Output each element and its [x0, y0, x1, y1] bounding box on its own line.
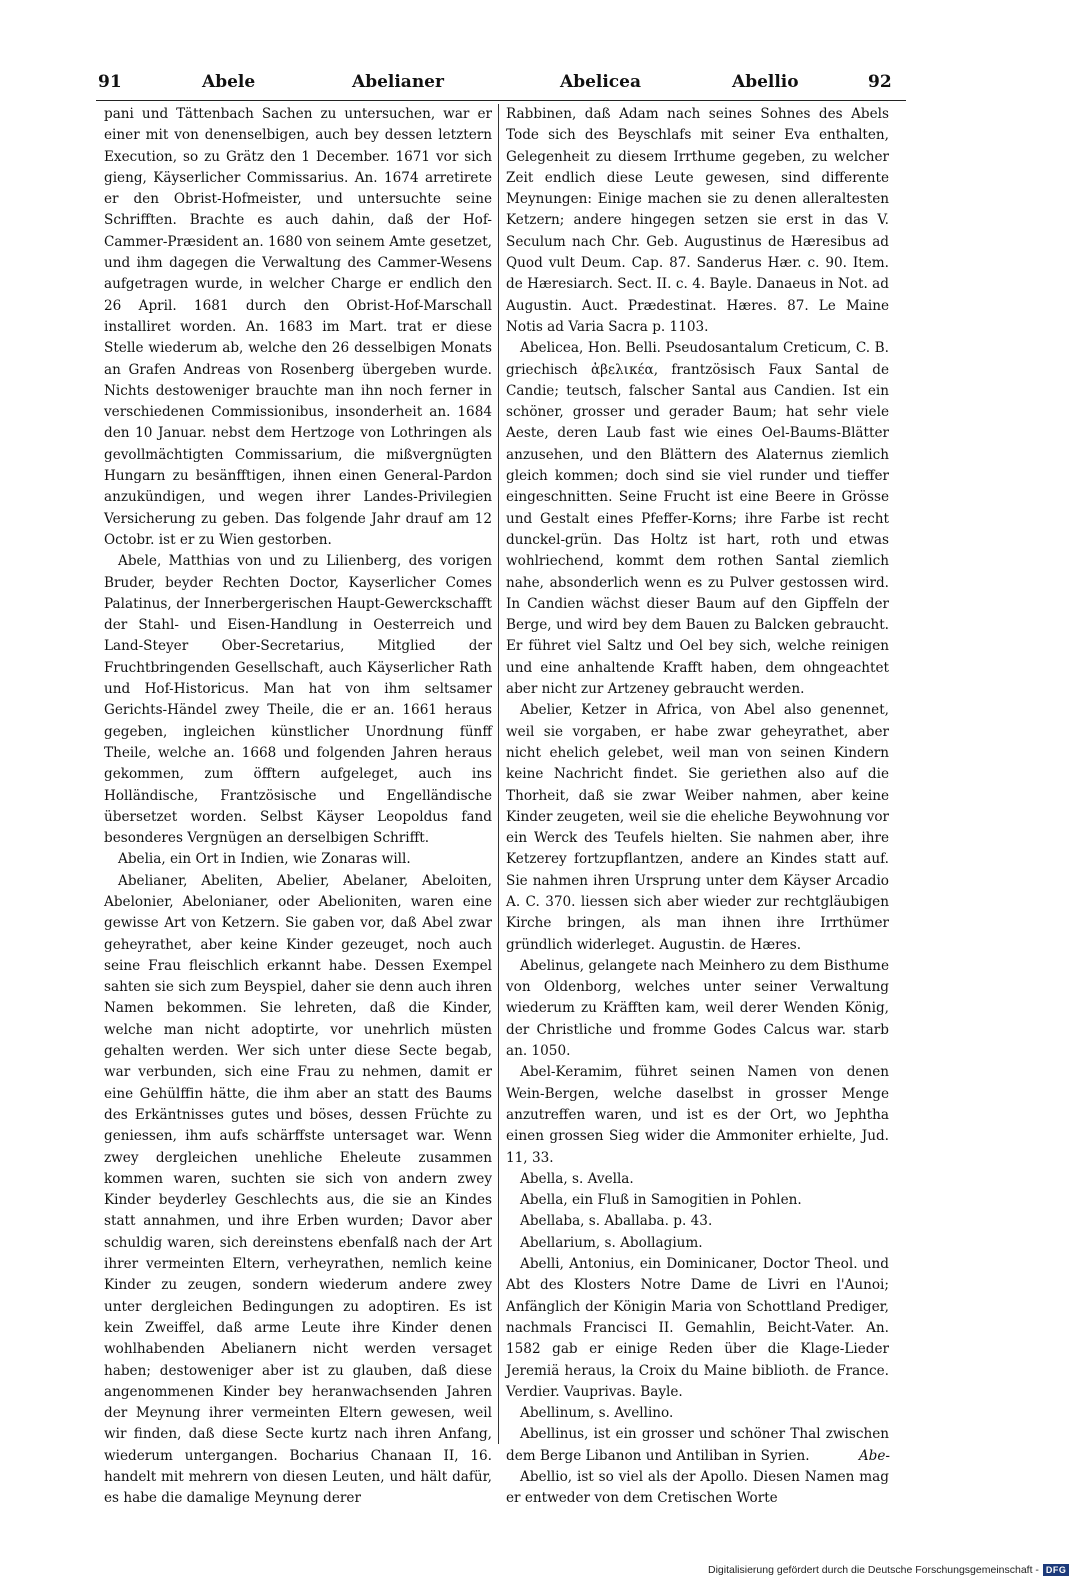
paragraph: Abele, Matthias von und zu Lilienberg, des vorigen Bruder, beyder Rechten Doctor, Kayserlicher Comes Palatinus, der Innerbergerischen Haupt-Gewerckschafft der Stahl- und Eisen-Handlung in Oesterreich und Land-Steyer Ober-Secretarius, Mitglied der Fruchtbringenden Gesellschaft, auch Käyserlicher Rath und Hof-Historicus. Man hat von ihm seltsamer Gerichts-Händel zwey Theile, die er an. 1661 heraus gegeben, ingleichen künstlicher Unordnung fünff Theile, welche an. 1668 und folgenden Jahren heraus gekommen, zum öfftern aufgeleget, auch ins Holländische, Frantzösische und Engelländische übersetzet worden. Selbst Käyser Leopoldus fand besonderes Vergnügen an derselbigen Schrifft.	[104, 553, 492, 847]
page-number-left: 91	[98, 72, 122, 92]
paragraph: Abelia, ein Ort in Indien, wie Zonaras will.	[118, 851, 411, 868]
paragraph: Abellaba, s. Aballaba. p. 43.	[520, 1213, 713, 1230]
paragraph: Abelinus, gelangete nach Meinhero zu dem Bisthume von Oldenborg, welches unter seiner Verwaltung wiederum zu Kräfften kam, weil derer Wenden König, der Christliche und fromme Godes Calcus war. starb an. 1050.	[506, 957, 889, 1060]
paragraph: Abella, ein Fluß in Samogitien in Pohlen.	[520, 1192, 802, 1209]
paragraph: Abel-Keramim, führet seinen Namen von denen Wein-Bergen, welche daselbst in grosser Menge anzutreffen waren, und ist es der Ort, wo Jephtha einen grossen Sieg wider die Ammoniter erhielte, Jud. 11, 33.	[506, 1064, 889, 1166]
paragraph: Abellarium, s. Abollagium.	[520, 1234, 703, 1251]
paragraph: Abellinus, ist ein grosser und schöner Thal zwischen dem Berge Libanon und Antiliban in Syrien.	[506, 1426, 889, 1464]
paragraph: Abelianer, Abeliten, Abelier, Abelaner, Abeloiten, Abelonier, Abelonianer, oder Abelioniten, waren eine gewisse Art von Ketzern. Sie gaben vor, daß Abel zwar geheyrathet, aber keine Kinder gezeuget, noch auch seine Frau fleischlich erkannt habe. Dessen Exempel sahten sie sich zum Beyspiel, daher sie denn auch ihren Namen bekommen. Sie lehreten, daß die Kinder, welche man nicht adoptirte, vor unehrlich müsten gehalten werden. Wer sich unter diese Secte begab, war verbunden, sich eine Frau zu nehmen, damit er eine Gehülffin hätte, die ihm aber an statt des Baums des Erkäntnisses gutes und böses, dessen Früchte zu geniessen, ihm aufs schärffste untersaget war. Wenn zwey dergleichen unehliche Eheleute zusammen kommen waren, suchten sie sich von andern zwey Kinder beyderley Geschlechts aus, die sie an Kindes statt annahmen, und ihre Erben wurden; Davor aber schuldig waren, sich dereinstens ebenfalß nach der Art ihrer vermeinten Eltern, verheyrathen, nemlich keine Kinder zu zeugen, sondern wiederum andere zwey unter dergleichen Bedingungen zu adoptiren. Es ist kein Zweiffel, daß arme Leute ihre Kinder denen wohlhabenden Abelianern nicht werden versaget haben; destoweniger aber ist zu glauben, daß diese angenommenen Kinder bey heranwachsenden Jahren der Meynung ihrer vermeinten Eltern gewesen, weil wir finden, daß diese Secte kurtz nach ihren Anfang, wiederum untergangen. Bocharius Chanaan II, 16. handelt mit mehrern von diesen Leuten, und hält dafür, es habe die damalige Meynung derer	[104, 872, 492, 1507]
paragraph: Rabbinen, daß Adam nach seines Sohnes des Abels Tode sich des Beyschlafs mit seiner Eva enthalten, Gelegenheit zu diesem Irrthume gegeben, zu welcher Zeit endlich diese Leute gewesen, sind differente Meynungen: Einige machen sie zu denen alleraltesten Ketzern; andere hingegen setzen sie erst in das V. Seculum nach Chr. Geb. Augustinus de Hæresibus ad Quod vult Deum. Cap. 87. Sanderus Hær. c. 90. Item. de Hæresiarch. Sect. II. c. 4. Bayle. Danaeus in Not. ad Augustin. Auct. Prædestinat. Hæres. 87. Le Maine Notis ad Varia Sacra p. 1103.	[506, 106, 889, 335]
paragraph: Abellio, ist so viel als der Apollo. Diesen Namen mag er entweder von dem Cretischen Worte	[506, 1469, 889, 1507]
paragraph: Abellinum, s. Avellino.	[520, 1405, 674, 1422]
left-column	[104, 104, 492, 1507]
right-column	[506, 104, 889, 1507]
paragraph: pani und Tättenbach Sachen zu untersuchen, war er einer mit von denenselbigen, auch bey dessen letztern Execution, so zu Grätz den 1 December. 1671 vor sich gieng, Käyserlicher Commissarius. An. 1674 arretirete er den Obrist-Hofmeister, und untersuchte seine Schrifften. Brachte es auch dahin, daß der Hof-Cammer-Præsident an. 1680 von seinem Amte gesetzet, und ihm dagegen die Verwaltung des Cammer-Wesens aufgetragen wurde, in welcher Charge er endlich den 26 April. 1681 durch den Obrist-Hof-Marschall installiret worden. An. 1683 im Mart. trat er diese Stelle wiederum ab, welche den 26 desselbigen Monats an Grafen Andreas von Rosenberg übergeben wurde. Nichts destoweniger brauchte man ihn noch ferner in verschiedenen Commissionibus, insonderheit an. 1684 den 10 Januar. nebst dem Hertzoge von Lothringen als gevollmächtigten Commissarium, die mißvergnügten Hungarn zu besänfftigen, ihnen einen General-Pardon anzukündigen, und wegen ihrer Landes-Privilegien Versicherung zu geben. Das folgende Jahr drauf am 12 Octobr. ist er zu Wien gestorben.	[104, 106, 492, 548]
column-divider	[498, 104, 499, 1444]
paragraph: Abelli, Antonius, ein Dominicaner, Doctor Theol. und Abt des Klosters Notre Dame de Livri en l'Aunoi; Anfänglich der Königin Maria von Schottland Prediger, nachmals Francisci II. Gemahlin, Beicht-Vater. An. 1582 gab er einige Reden über die Klage-Lieder Jeremiä heraus, la Croix du Maine biblioth. de France. Verdier. Vauprivas. Bayle.	[506, 1256, 889, 1400]
catchword: Abe-	[858, 1448, 890, 1464]
dfg-logo: DFG	[1043, 1564, 1069, 1576]
footer-credit	[708, 1564, 1069, 1584]
page-number-right: 92	[868, 72, 892, 92]
running-header	[96, 72, 906, 100]
paragraph: Abelicea, Hon. Belli. Pseudosantalum Creticum, C. B. griechisch ἀβελικέα, frantzösisch Faux Santal de Candie; teutsch, falscher Santal aus Candien. Ist ein schöner, grosser und gerader Baum; hat sehr viele Aeste, deren Laub fast wie eines Oel-Baums-Blätter anzusehen, und den Blättern des Alaternus ziemlich gleich kommen; doch sind sie viel runder und tieffer eingeschnitten. Seine Frucht ist eine Beere in Grösse und Gestalt eines Pfeffer-Korns; ihre Farbe ist recht dunckel-grün. Das Holtz ist hart, roth und etwas wohlriechend, kommt dem rothen Santal ziemlich nahe, absonderlich wenn es zu Pulver gestossen wird. In Candien wächst dieser Baum auf den Gipffeln der Berge, und wird bey dem Bauen zu Balcken gebraucht. Er führet viel Saltz und Oel bey sich, welche reinigen und eine anhaltende Krafft haben, dem ohngeachtet aber nicht zur Artzeney gebraucht werden.	[506, 340, 889, 698]
header-rule	[96, 100, 906, 101]
header-word-4: Abellio	[732, 72, 799, 92]
paragraph: Abelier, Ketzer in Africa, von Abel also genennet, weil sie vorgaben, er habe zwar geheyrathet, aber nicht ehelich gelebet, weil man von seinen Kindern keine Nachricht findet. Sie geriethen also auf die Thorheit, daß sie zwar Weiber nahmen, aber keine Kinder zeugeten, weil sie die eheliche Beywohnung vor ein Werck des Teufels hielten. Sie nahmen aber, ihre Ketzerey fortzupflantzen, andere an Kindes statt auf. Sie nahmen ihren Ursprung unter dem Käyser Arcadio A. C. 370. liessen sich aber wieder zur rechtgläubigen Kirche bringen, als man ihnen ihre Irrthümer gründlich widerleget. Augustin. de Hæres.	[506, 702, 889, 953]
header-word-1: Abele	[202, 72, 256, 92]
header-word-2: Abelianer	[352, 72, 444, 92]
footer-text: Digitalisierung gefördert durch die Deutsche Forschungsgemeinschaft -	[708, 1564, 1039, 1576]
paragraph: Abella, s. Avella.	[520, 1170, 634, 1187]
header-word-3: Abelicea	[560, 72, 641, 92]
